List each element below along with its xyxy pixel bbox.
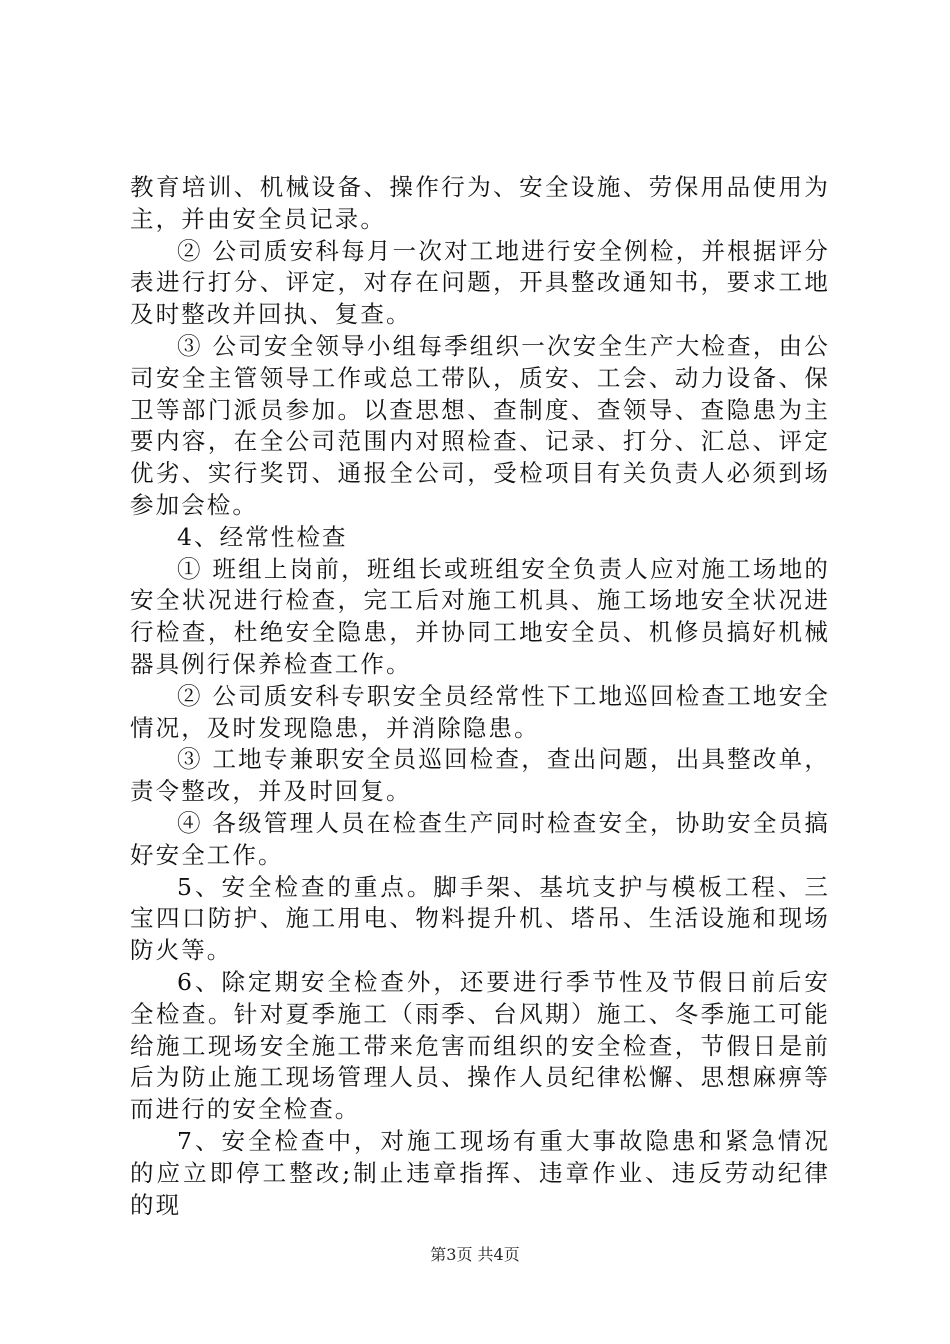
paragraph: 5、安全检查的重点。脚手架、基坑支护与模板工程、三宝四口防护、施工用电、物料提升机、塔吊、生活设施和现场防火等。 [130,872,830,965]
paragraph: ② 公司质安科专职安全员经常性下工地巡回检查工地安全情况，及时发现隐患，并消除隐患。 [130,681,830,742]
paragraph: 7、安全检查中，对施工现场有重大事故隐患和紧急情况的应立即停工整改;制止违章指挥、违章作业、违反劳动纪律的现 [130,1126,830,1219]
document-body [130,172,830,1221]
paragraph: 6、除定期安全检查外，还要进行季节性及节假日前后安全检查。针对夏季施工（雨季、台风期）施工、冬季施工可能给施工现场安全施工带来危害而组织的安全检查，节假日是前后为防止施工现场管理人员、操作人员纪律松懈、思想麻痹等而进行的安全检查。 [130,967,830,1124]
page-number-footer: 第3页 共4页 [430,1245,520,1264]
paragraph: ④ 各级管理人员在检查生产同时检查安全，协助安全员搞好安全工作。 [130,808,830,869]
paragraph: 教育培训、机械设备、操作行为、安全设施、劳保用品使用为主，并由安全员记录。 [130,173,830,233]
paragraph: ③ 公司安全领导小组每季组织一次安全生产大检查，由公司安全主管领导工作或总工带队，质安、工会、动力设备、保卫等部门派员参加。以查思想、查制度、查领导、查隐患为主要内容，在全公司范围内对照检查、记录、打分、汇总、评定优劣、实行奖罚、通报全公司，受检项目有关负责人必须到场参加会检。 [130,331,830,519]
paragraph: ② 公司质安科每月一次对工地进行安全例检，并根据评分表进行打分、评定，对存在问题，开具整改通知书，要求工地及时整改并回执、复查。 [130,236,830,329]
paragraph: ③ 工地专兼职安全员巡回检查，查出问题，出具整改单，责令整改，并及时回复。 [130,745,830,806]
section-heading: 4、经常性检查 [177,522,348,551]
paragraph: ① 班组上岗前，班组长或班组安全负责人应对施工场地的安全状况进行检查，完工后对施工机具、施工场地安全状况进行检查，杜绝安全隐患，并协同工地安全员、机修员搞好机械器具例行保养检查工作。 [130,554,830,678]
